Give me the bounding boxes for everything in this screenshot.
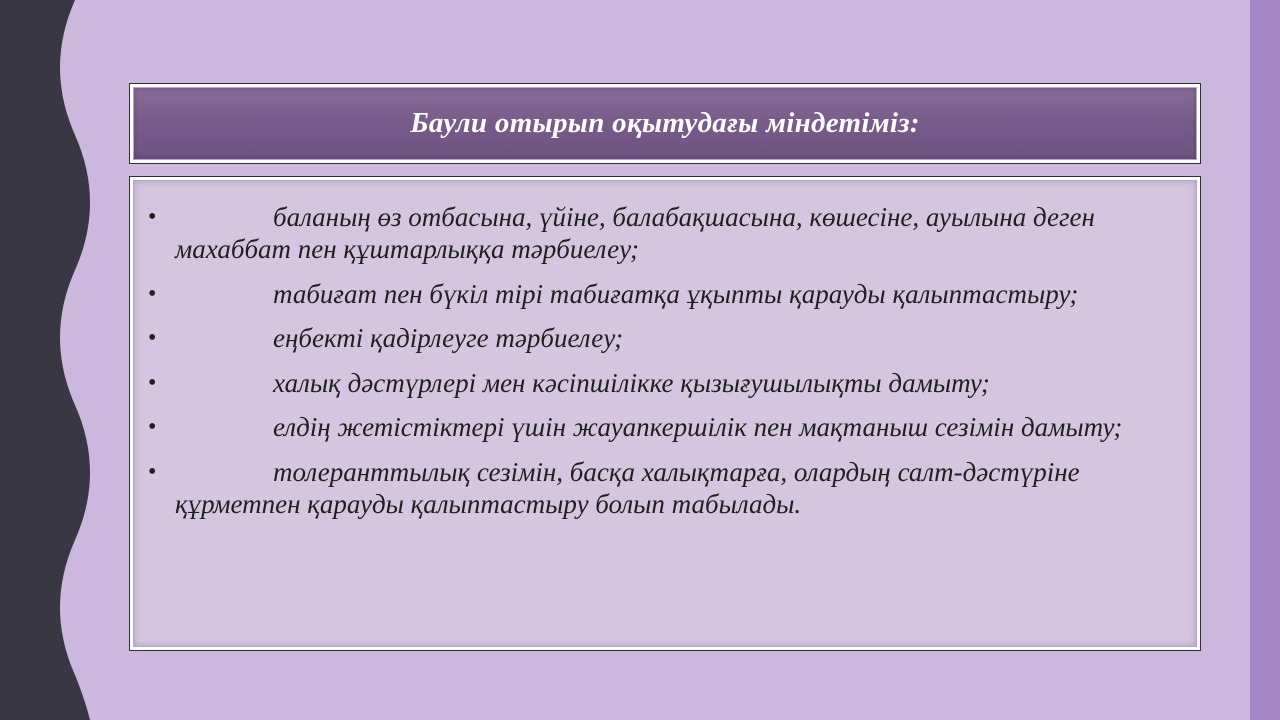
content-frame bbox=[129, 176, 1201, 651]
list-item bbox=[148, 322, 1156, 354]
title-bar bbox=[133, 87, 1197, 160]
bullet-icon: • bbox=[148, 458, 157, 485]
list-item bbox=[148, 367, 1156, 399]
list-item bbox=[148, 278, 1156, 310]
bullet-icon: • bbox=[148, 414, 157, 440]
left-wave-decoration bbox=[0, 0, 120, 720]
bullet-list bbox=[148, 201, 1156, 520]
list-item-text: баланың өз отбасына, үйіне, балабақшасына, көшесіне, ауылына деген махаббат пен құштарлыққа тәрбиелеу; bbox=[175, 202, 1095, 264]
list-item bbox=[148, 201, 1156, 265]
list-item-text: еңбекті қадірлеуге тәрбиелеу; bbox=[273, 323, 624, 353]
list-item bbox=[148, 411, 1156, 443]
bullet-icon: • bbox=[148, 325, 157, 351]
bullet-icon: • bbox=[148, 280, 157, 307]
slide-title: Баули отырып оқытудағы міндетіміз: bbox=[410, 107, 920, 139]
list-item bbox=[148, 456, 1156, 520]
list-item-text: толеранттылық сезімін, басқа халықтарға, олардың салт-дәстүріне құрметпен қарауды қалыптастыру болып табылады. bbox=[175, 456, 1080, 519]
list-item-text: табиғат пен бүкіл тірі табиғатқа ұқыпты қарауды қалыптастыру; bbox=[273, 278, 1079, 309]
bullet-icon: • bbox=[148, 204, 157, 230]
list-item-text: халық дәстүрлері мен кәсіпшілікке қызығушылықты дамыту; bbox=[273, 367, 990, 398]
content-panel bbox=[133, 180, 1197, 647]
title-frame bbox=[129, 83, 1201, 164]
list-item-text: елдің жетістіктері үшін жауапкершілік пен мақтаныш сезімін дамыту; bbox=[273, 412, 1123, 442]
bullet-icon: • bbox=[148, 369, 157, 396]
right-accent-strip bbox=[1250, 0, 1280, 720]
